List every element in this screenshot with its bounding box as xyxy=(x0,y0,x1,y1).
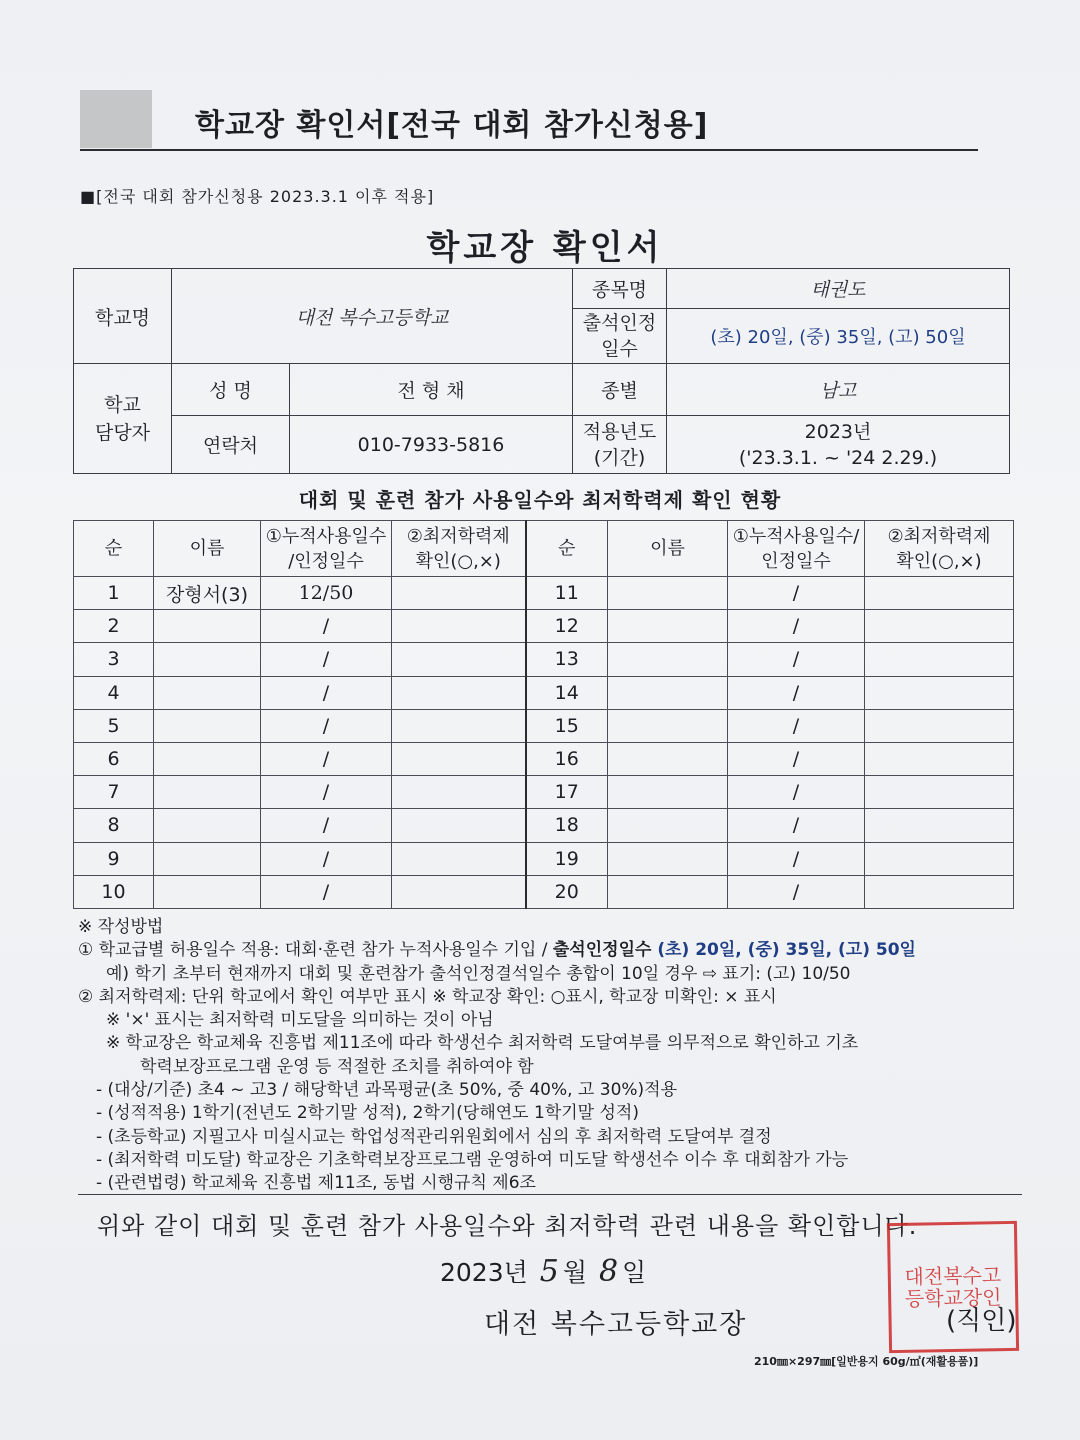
row-name-right xyxy=(608,842,728,875)
col-min-header: ②최저학력제 확인(○,×) xyxy=(392,521,526,577)
note-2-b: ※ 학교장은 학교체육 진흥법 제11조에 따라 학생선수 최저학력 도달여부를 의무적으로 확인하고 기초 xyxy=(106,1033,859,1054)
row-days: / xyxy=(261,676,392,709)
row-check-right xyxy=(865,776,1014,809)
row-name xyxy=(154,809,261,842)
gender-label: 종별 xyxy=(573,364,667,416)
detail-5: - (관련법령) 학교체육 진흥법 제11조, 동법 시행규칙 제6조 xyxy=(96,1173,536,1194)
row-check-right xyxy=(865,809,1014,842)
col-name-header: 이름 xyxy=(154,521,261,577)
row-number: 9 xyxy=(74,842,154,875)
attendance-label: 출석인정 일수 xyxy=(573,309,667,364)
row-number: 2 xyxy=(74,610,154,643)
date-day-unit: 일 xyxy=(622,1258,647,1287)
seal-label: (직인) xyxy=(946,1306,1017,1336)
year-cell xyxy=(667,416,1010,474)
row-number: 5 xyxy=(74,709,154,742)
table-row xyxy=(74,610,1014,643)
row-number-right: 16 xyxy=(526,742,608,775)
note-1 xyxy=(78,939,1038,962)
row-name-right xyxy=(608,742,728,775)
row-check xyxy=(392,776,526,809)
row-check xyxy=(392,842,526,875)
contact-value: 010-7933-5816 xyxy=(290,416,573,474)
table-row xyxy=(74,875,1014,908)
row-check-right xyxy=(865,577,1014,610)
principal-name: 대전 복수고등학교장 xyxy=(484,1309,748,1340)
row-days-right: / xyxy=(728,875,865,908)
row-number: 7 xyxy=(74,776,154,809)
date-day: 8 xyxy=(598,1254,619,1289)
title-divider xyxy=(80,149,978,151)
detail-1: - (대상/기준) 초4 ~ 고3 / 해당학년 과목평균(초 50%, 중 40%, 고 30%)적용 xyxy=(96,1080,678,1101)
date-month: 5 xyxy=(539,1254,559,1289)
row-check xyxy=(392,676,526,709)
name-value: 전 형 채 xyxy=(290,364,573,416)
row-days: / xyxy=(261,809,392,842)
year-value: 2023년 xyxy=(804,420,872,443)
school-value: 대전 복수고등학교 xyxy=(172,269,573,364)
row-days-right: / xyxy=(728,709,865,742)
row-check-right xyxy=(865,643,1014,676)
row-check-right xyxy=(865,709,1014,742)
row-number: 1 xyxy=(74,577,154,610)
row-name xyxy=(154,709,261,742)
table-row xyxy=(74,676,1014,709)
row-check-right xyxy=(865,676,1014,709)
confirmation-date xyxy=(440,1253,646,1289)
row-check xyxy=(392,742,526,775)
row-days-right: / xyxy=(728,610,865,643)
row-check-right xyxy=(865,742,1014,775)
row-number-right: 18 xyxy=(526,809,608,842)
note-2-a: ※ '×' 표시는 최저학력 미도달을 의미하는 것이 아님 xyxy=(106,1010,494,1031)
row-days: / xyxy=(261,875,392,908)
row-number-right: 14 xyxy=(526,676,608,709)
attendance-value: (초) 20일, (중) 35일, (고) 50일 xyxy=(667,309,1010,364)
date-month-unit: 월 xyxy=(562,1258,587,1287)
row-days-right: / xyxy=(728,842,865,875)
row-check xyxy=(392,875,526,908)
row-number-right: 15 xyxy=(526,709,608,742)
row-days: / xyxy=(261,842,392,875)
row-number: 8 xyxy=(74,809,154,842)
notes-heading: ※ 작성방법 xyxy=(78,917,164,937)
table-row xyxy=(74,709,1014,742)
row-number: 6 xyxy=(74,742,154,775)
row-number-right: 20 xyxy=(526,875,608,908)
detail-2: - (성적적용) 1학기(전년도 2학기말 성적), 2학기(당해연도 1학기말 성적) xyxy=(96,1103,639,1124)
manager-label: 학교 담당자 xyxy=(74,364,172,474)
table-row xyxy=(74,742,1014,775)
col-min-header-right: ②최저학력제 확인(○,×) xyxy=(865,521,1014,577)
row-number-right: 12 xyxy=(526,610,608,643)
row-days-right: / xyxy=(728,577,865,610)
row-days: / xyxy=(261,610,392,643)
seal-text: 대전복수고등학교장인 xyxy=(904,1263,1002,1311)
row-name-right xyxy=(608,610,728,643)
row-days-right: / xyxy=(728,676,865,709)
table-row xyxy=(74,842,1014,875)
row-name-right xyxy=(608,643,728,676)
row-number: 10 xyxy=(74,875,154,908)
confirmation-statement: 위와 같이 대회 및 훈련 참가 사용일수와 최저학력 관련 내용을 확인합니다. xyxy=(97,1212,918,1240)
note-2-b2: 학력보장프로그램 운영 등 적절한 조치를 취하여야 함 xyxy=(140,1056,534,1077)
row-number: 3 xyxy=(74,643,154,676)
row-days: / xyxy=(261,776,392,809)
school-label: 학교명 xyxy=(74,269,172,364)
row-days-right: / xyxy=(728,742,865,775)
col-no-header-right: 순 xyxy=(526,521,608,577)
gender-value: 남고 xyxy=(667,364,1010,416)
row-name: 장형서(3) xyxy=(154,577,261,610)
section-title: 대회 및 훈련 참가 사용일수와 최저학력제 확인 현황 xyxy=(298,488,782,512)
row-name xyxy=(154,676,261,709)
period-value: ('23.3.1. ~ '24 2.29.) xyxy=(738,446,938,469)
row-name-right xyxy=(608,709,728,742)
row-days: 12/50 xyxy=(261,577,392,610)
row-number: 4 xyxy=(74,676,154,709)
col-days-header-right: ①누적사용일수/ 인정일수 xyxy=(728,521,865,577)
row-name xyxy=(154,776,261,809)
row-days-right: / xyxy=(728,809,865,842)
row-check xyxy=(392,809,526,842)
row-check xyxy=(392,577,526,610)
table-row xyxy=(74,577,1014,610)
row-number-right: 13 xyxy=(526,643,608,676)
participation-table xyxy=(73,520,1014,909)
bottom-divider xyxy=(78,1194,1022,1195)
row-check xyxy=(392,709,526,742)
row-name-right xyxy=(608,875,728,908)
date-year: 2023년 xyxy=(440,1258,528,1287)
row-name xyxy=(154,842,261,875)
row-name-right xyxy=(608,809,728,842)
note-1-bold: 출석인정일수 xyxy=(552,940,652,961)
note-1-example: 예) 학기 초부터 현재까지 대회 및 훈련참가 출석인정결석일수 총합이 10일 경우 ⇨ 표기: (고) 10/50 xyxy=(106,963,851,984)
row-check xyxy=(392,610,526,643)
table-row xyxy=(74,776,1014,809)
detail-3: - (초등학교) 지필고사 미실시교는 학업성적관리위원회에서 심의 후 최저학력 도달여부 결정 xyxy=(96,1126,772,1147)
sport-label: 종목명 xyxy=(573,269,667,309)
form-sub-note: ■[전국 대회 참가신청용 2023.3.1 이후 적용] xyxy=(80,187,435,206)
col-name-header-right: 이름 xyxy=(608,521,728,577)
sport-value: 태권도 xyxy=(667,269,1010,309)
row-number-right: 17 xyxy=(526,776,608,809)
row-number-right: 11 xyxy=(526,577,608,610)
row-name xyxy=(154,742,261,775)
row-name-right xyxy=(608,577,728,610)
row-name-right xyxy=(608,776,728,809)
row-name xyxy=(154,875,261,908)
row-name-right xyxy=(608,676,728,709)
year-label: 적용년도 (기간) xyxy=(573,416,667,474)
name-label: 성 명 xyxy=(172,364,290,416)
row-check-right xyxy=(865,610,1014,643)
contact-label: 연락처 xyxy=(172,416,290,474)
row-days-right: / xyxy=(728,776,865,809)
row-number-right: 19 xyxy=(526,842,608,875)
table-row xyxy=(74,809,1014,842)
main-title: 학교장 확인서 xyxy=(426,228,664,268)
participation-rows xyxy=(74,577,1014,909)
row-check xyxy=(392,643,526,676)
instructions xyxy=(78,916,1038,1196)
col-days-header: ①누적사용일수 /인정일수 xyxy=(261,521,392,577)
col-no-header: 순 xyxy=(74,521,154,577)
note-1-days: (초) 20일, (중) 35일, (고) 50일 xyxy=(651,940,916,961)
detail-4: - (최저학력 미도달) 학교장은 기초학력보장프로그램 운영하여 미도달 학생선수 이수 후 대회참가 가능 xyxy=(96,1149,849,1170)
row-name xyxy=(154,610,261,643)
row-days: / xyxy=(261,742,392,775)
document-top-title: 학교장 확인서[전국 대회 참가신청용] xyxy=(195,108,709,143)
row-days: / xyxy=(261,643,392,676)
form-number-box xyxy=(80,90,152,148)
row-check-right xyxy=(865,875,1014,908)
row-days-right: / xyxy=(728,643,865,676)
table-row xyxy=(74,643,1014,676)
info-table xyxy=(73,268,1010,474)
row-check-right xyxy=(865,842,1014,875)
row-days: / xyxy=(261,709,392,742)
paper-spec-footer: 210㎜×297㎜[일반용지 60g/㎡(재활용품)] xyxy=(754,1355,979,1368)
row-name xyxy=(154,643,261,676)
note-2: ② 최저학력제: 단위 학교에서 확인 여부만 표시 ※ 학교장 확인: ○표시, 학교장 미확인: × 표시 xyxy=(78,986,777,1007)
note-1-text: ① 학교급별 허용일수 적용: 대회·훈련 참가 누적사용일수 기입 / xyxy=(78,940,553,961)
